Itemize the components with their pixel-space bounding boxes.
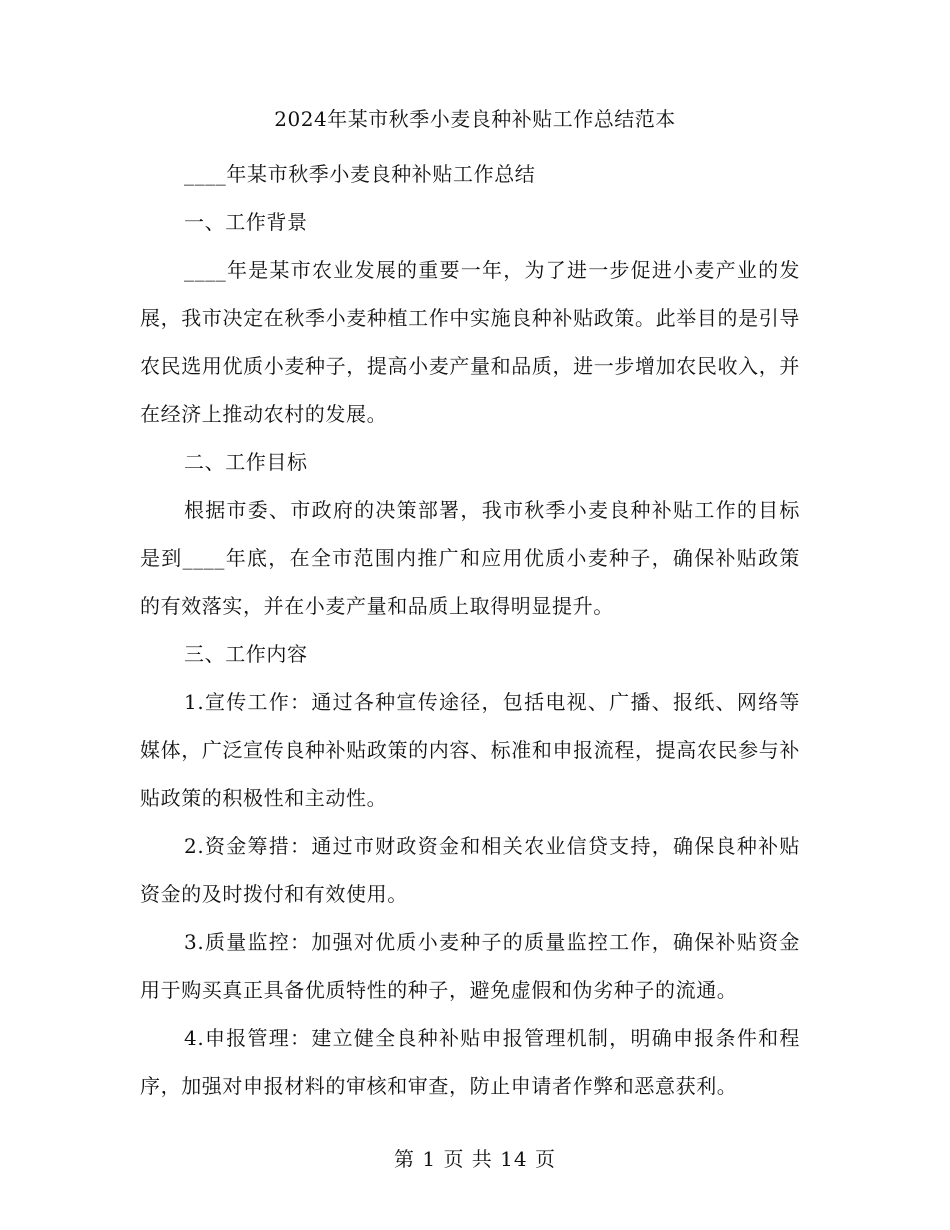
paragraph-quality-control: 3.质量监控：加强对优质小麦种子的质量监控工作，确保补贴资金用于购买真正具备优质特性的种子，避免虚假和伪劣种子的流通。 xyxy=(140,930,800,1002)
paragraph-background: ____年是某市农业发展的重要一年，为了进一步促进小麦产业的发展，我市决定在秋季小麦种植工作中实施良种补贴政策。此举目的是引导农民选用优质小麦种子，提高小麦产量和品质，进一步增加农民收入，并在经济上推动农村的发展。 xyxy=(140,258,800,426)
document-title: 2024年某市秋季小麦良种补贴工作总结范本 xyxy=(274,107,676,131)
section-heading-goals: 二、工作目标 xyxy=(184,450,308,474)
page-number-footer: 第 1 页 共 14 页 xyxy=(394,1147,556,1171)
document-subtitle: ____年某市秋季小麦良种补贴工作总结 xyxy=(184,162,536,186)
section-heading-content: 三、工作内容 xyxy=(184,642,308,666)
paragraph-goals: 根据市委、市政府的决策部署，我市秋季小麦良种补贴工作的目标是到____年底，在全市范围内推广和应用优质小麦种子，确保补贴政策的有效落实，并在小麦产量和品质上取得明显提升。 xyxy=(140,498,800,618)
paragraph-publicity: 1.宣传工作：通过各种宣传途径，包括电视、广播、报纸、网络等媒体，广泛宣传良种补贴政策的内容、标准和申报流程，提高农民参与补贴政策的积极性和主动性。 xyxy=(140,690,800,810)
paragraph-application-management: 4.申报管理：建立健全良种补贴申报管理机制，明确申报条件和程序，加强对申报材料的审核和审查，防止申请者作弊和恶意获利。 xyxy=(140,1026,800,1098)
section-heading-background: 一、工作背景 xyxy=(184,210,308,234)
paragraph-funding: 2.资金筹措：通过市财政资金和相关农业信贷支持，确保良种补贴资金的及时拨付和有效使用。 xyxy=(140,834,800,906)
document-body xyxy=(140,150,800,1110)
